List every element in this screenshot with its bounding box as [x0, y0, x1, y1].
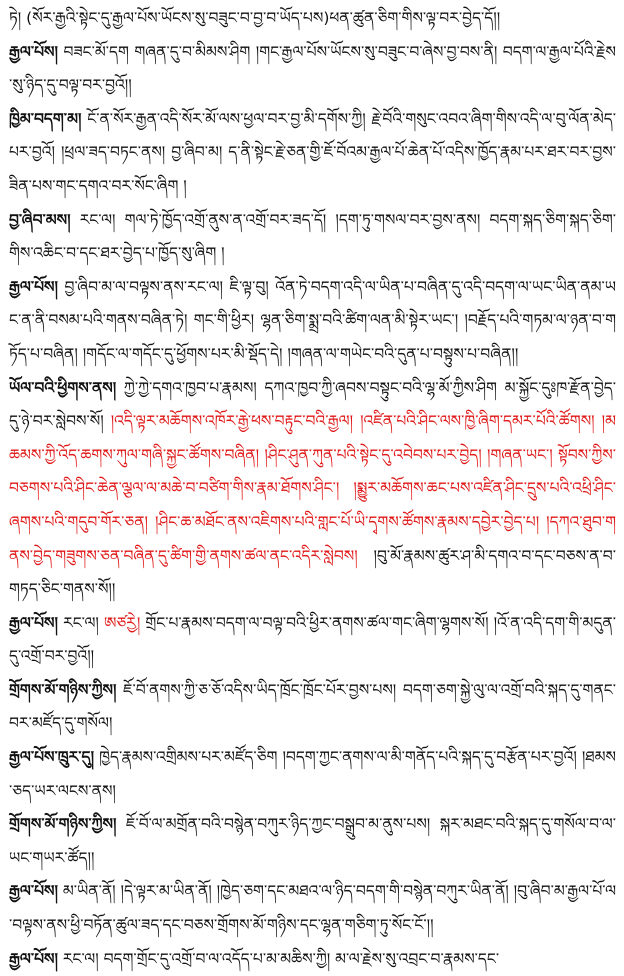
speaker-label: བྱ་ཞིབ་མས། — [9, 210, 71, 229]
paragraph — [9, 204, 616, 271]
speaker-label: རྒྱལ་པོས་ཁྲུར་དུ། — [9, 748, 95, 767]
paragraph-text: རང་ལ། — [57, 613, 104, 632]
speaker-label: རྒྱལ་པོས། — [9, 949, 58, 968]
paragraph-text: ཏེ། (སོར་རྒྱའི་སྟེང་དུ་རྒྱལ་པོས་ཡོངས་སུ་བཟུང་བ་བྱ་བ་ཡོད་པས)ཕན་ཚུན་ཅིག་གིས་ལྟ་བར་བྱེད་དོ།། — [9, 9, 501, 27]
speaker-label: རྒྱལ་པོས། — [9, 613, 58, 632]
paragraph — [9, 607, 616, 674]
paragraph — [9, 271, 616, 372]
paragraph-text: ཇོ་བོ་ལ་མགྲོན་བའི་བསྙེན་བཀུར་ཉིད་ཀྱང་བསྒྲུབ་མ་ནུས་པས། སྐར་མཐང་བའི་སྐད་དུ་གསོལ་བ་ལ་ཡང་གཡར་ཚོད།། — [9, 815, 616, 867]
paragraph — [9, 741, 616, 808]
paragraph-text: ཇོ་བོ་ནགས་ཀྱི་ཅ་ཅོ་འདིས་ཡིད་ཁྲོང་ཁྲོང་པོར་བྱས་པས། བདག་ཅག་སྐྱེ་ལུ་ལ་འགྲོ་བའི་སྐད་དུ་གནང་བར་མཛོད་དུ་གསོལ། — [9, 680, 616, 733]
exclamation-highlight: ཨཙརྱེ། — [103, 613, 141, 632]
speaker-label: གྲོགས་མོ་གཉིས་ཀྱིས། — [9, 680, 117, 699]
paragraph — [9, 372, 616, 607]
paragraph — [9, 943, 616, 976]
paragraph-text: བཟང་མོ་དག གཞན་དུ་བ་མིམས་ཤིག །གང་རྒྱལ་པོས་ཡོངས་སུ་བཟུང་བ་ཞེས་བྱ་བས་ནི། བདག་ལ་རྒྱལ་པོའི་རྗེས་སུ་ཉིད་དུ་བལྟ་བར་བྱའོ།། — [9, 42, 616, 95]
speaker-label: རྒྱལ་པོས། — [9, 42, 58, 61]
paragraph-tail: གྲོང་པ་རྣམས་བདག་ལ་བལྟ་བའི་ཕྱིར་ནགས་ཚལ་གང་ཞིག་ལྷགས་སོ། །འོ་ན་འདི་དག་གི་མདུན་དུ་འགྲོ་བར་བྱའོ།། — [9, 613, 616, 666]
paragraph — [9, 875, 616, 942]
paragraph — [9, 36, 616, 103]
paragraph — [9, 2, 616, 36]
paragraph — [9, 808, 616, 875]
paragraph-text: རང་ལ། བདག་གྲོང་དུ་འགྲོ་བ་ལ་འདོད་པ་མ་མཆིས་ཀྱི། མ་ལ་རྗེས་སུ་འབྲང་བ་རྣམས་དང་ — [57, 949, 500, 968]
paragraph-text: བྱ་ཞིབ་མ་ལ་བལྟས་ནས་རང་ལ། ཇི་ལྟ་བུ། འོན་ཏེ་བདག་འདི་ལ་ཡིན་པ་བཞིན་དུ་འདི་བདག་ལ་ཡང་ཡིན་ནམ་ཡང་ན་ནི་བསམ་པའི་གནས་བཞིན་ཏེ། གང་གི་ཕྱིར། ལྷན་ཅིག་སྨྲ་བའི་ཚིག་ལན་མི་སྟེར་ཡང་། །བརྗོད་པའི་གཏམ་ལ་ཉན་བ་གཏོད་པ་བཞིན། །གདོང་ལ་གདོང་དུ་ཕྱོགས་པར་མི་སྡོད་དེ། །གཞན་ལ་གཡེང་བའི་དུན་པ་བསྟུས་པ་བཞིན།། — [9, 277, 616, 363]
speaker-label: གྲོགས་མོ་གཉིས་ཀྱིས། — [9, 815, 117, 834]
paragraph-tail: །བུ་མོ་རྣམས་ཚུར་ཤ་མི་དགའ་བ་དང་བཅས་ན་བ་གཏད་ཅིང་གནས་སོ།། — [9, 546, 616, 599]
speaker-label: རྒྱལ་པོས། — [9, 882, 58, 901]
paragraph-text: ངོ་ན་སོར་རྒྱན་འདི་སོར་མོ་ལས་ཕྱལ་བར་བྱ་མི་དགོས་ཀྱི། རྗེ་བོའི་གསུང་འབའ་ཞིག་གིས་འདི་ལ་བུ་ལོན་མེད་པར་བྱའོ། །ཕྲལ་ཟད་བཏང་ནས། བྱ་ཞིབ་མ། ད་ནི་སྟེང་རྗེ་ཅན་གྱི་ཇོ་བོའམ་རྒྱལ་པོ་ཆེན་པོ་འདིས་ཁྱོད་རྣམ་པར་ཐར་བར་བྱས་ཟིན་པས་གང་དགའ་བར་སོང་ཞིག ། — [9, 109, 616, 195]
paragraph-text: ཀྱེ་ཀྱེ་དགའ་ཁྱབ་པ་རྣམས། དཀའ་ཁྱབ་ཀྱི་ཞབས་བསྟུང་བའི་ལྷ་མོ་ཀྱིས་ཤིག མ་སྐྱོང་དུཿཁ་རྫོན་བྱེད་དུ་ཉེ་བར་སླེབས་སོ། — [9, 378, 616, 431]
verse-highlight: །འདི་ལྟར་མཆོགས་འཁོར་རྒྱེ་ཕས་བརྟུང་བའི་རྒྱལ། །འཛིན་པའི་ཤིང་ལས་ཁྱི་ཞིག་དམར་པོའི་ཚོགས། །མཆམས་ཀྱི་འོད་ཆགས་ཀུལ་གཞི་སྐྱང་ཚོགས་བཞིན། །ཤིང་ཤུན་ཀུན་པའི་སྟེང་དུ་འབེབས་པར་བྱེད། །གཞན་ཡང་། སྟོབས་ཀྱིས་བཅགས་པའི་ཤིང་ཆེན་ལྕལ་ལ་མཆེ་བ་བཙིག་གིས་རྣམ་ཐོགས་ཤིང་། །སྨྱུར་མཆོགས་ཆང་པས་འཛིན་ཤིང་དྲུས་པའི་འཕྲི་ཤིང་ཞགས་པའི་གདུབ་གོར་ཅན། །ཤིང་ཆ་མཐོང་ནས་འཇིགས་པའི་གླང་པོ་ཡི་དྭགས་ཚོགས་རྣམས་དབྱེར་བྱེད་པ། །དཀའ་ཐུབ་གནས་བྱེད་གཟུགས་ཅན་བཞིན་དུ་ཚིག་གྱི་ནགས་ཚལ་ནང་འདིར་སླེབས། — [9, 412, 616, 565]
speaker-label: རྒྱལ་པོས། — [9, 277, 58, 296]
document-page — [9, 2, 616, 976]
paragraph — [9, 674, 616, 741]
paragraph — [9, 103, 616, 204]
speaker-label: ཁྱིམ་བདག་མ། — [9, 109, 82, 128]
paragraph-text: རང་ལ། གལ་ཏེ་ཁྱོད་འགྲོ་ནུས་ན་འགྲོ་བར་ཟད་དོ། །དག་ཏུ་གསལ་བར་བྱས་ནས། བདག་སྐད་ཅིག་སྐད་ཅིག་གིས་འཆིང་བ་དང་ཐར་བྱེད་པ་ཁྱོད་སུ་ཞིག ། — [9, 210, 616, 263]
paragraph-text: མ་ཡིན་ནོ། །དེ་ལྟར་མ་ཡིན་ནོ། །ཁྱེད་ཅག་དང་མཐའ་ལ་ཉིད་བདག་གི་བསྙེན་བཀུར་ཡིན་ནོ། །བུ་ཞིབ་མ་རྒྱལ་པོ་ལ་བལྟས་ནས་ཕྱི་བཏོན་ཚུལ་ཟད་དང་བཅས་གྲོགས་མོ་གཉིས་དང་ལྷན་གཅིག་ཏུ་སོང་ངོ་།། — [9, 882, 617, 935]
speaker-label: ཡོལ་བའི་ཕྱིགས་ནས། — [9, 378, 117, 397]
paragraph-text: ཁྱེད་རྣམས་འགྲིམས་པར་མཛོད་ཅིག །བདག་ཀྱང་ནགས་ལ་མི་གནོད་པའི་སྐད་དུ་བརྩོན་པར་བྱའོ། །ཐམས་ཅད་ཡར་ལངས་ནས། — [9, 748, 616, 800]
